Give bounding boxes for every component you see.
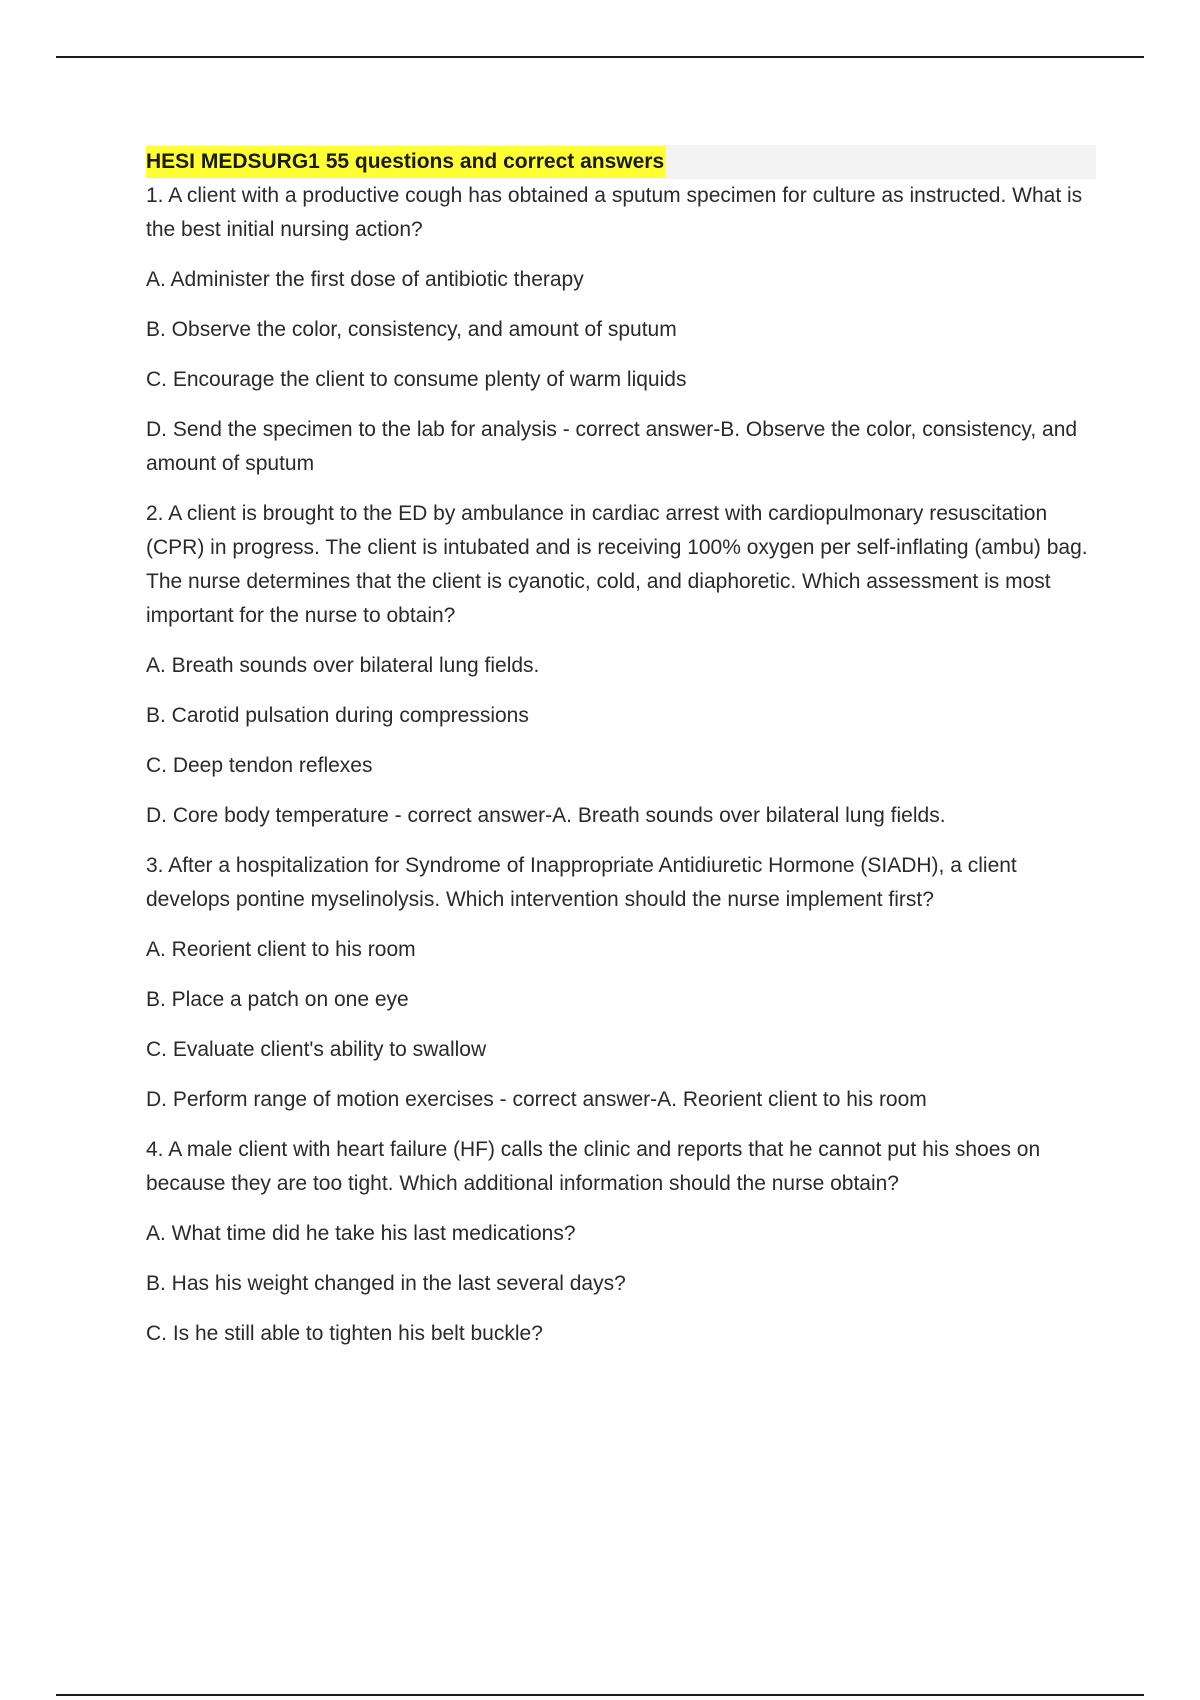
option-c: C. Encourage the client to consume plenty of warm liquids: [146, 368, 687, 391]
title-bar: [146, 145, 1096, 179]
question-text: 1. A client with a productive cough has obtained a sputum specimen for culture as instructed. What is the best initial nursing action?: [146, 184, 1083, 241]
option-d-with-answer: D. Send the specimen to the lab for analysis - correct answer-B. Observe the color, consistency, and amount of sputum: [146, 418, 1078, 475]
top-rule: [56, 56, 1144, 58]
option-a: A. What time did he take his last medications?: [146, 1222, 576, 1245]
option-a: A. Administer the first dose of antibiotic therapy: [146, 268, 584, 291]
option-a: A. Breath sounds over bilateral lung fields.: [146, 654, 540, 677]
option-c: C. Evaluate client's ability to swallow: [146, 1038, 487, 1061]
bottom-rule: [56, 1694, 1144, 1696]
option-a: A. Reorient client to his room: [146, 938, 416, 961]
question-text: 3. After a hospitalization for Syndrome of Inappropriate Antidiuretic Hormone (SIADH), a client develops pontine myselinolysis. Which intervention should the nurse implement first?: [146, 854, 1017, 911]
option-d-with-answer: D. Perform range of motion exercises - correct answer-A. Reorient client to his room: [146, 1088, 927, 1111]
question-block-3: [146, 849, 1096, 1117]
question-text: 4. A male client with heart failure (HF) calls the clinic and reports that he cannot put his shoes on because they are too tight. Which additional information should the nurse obtain?: [146, 1138, 1041, 1195]
question-text: 2. A client is brought to the ED by ambulance in cardiac arrest with cardiopulmonary resuscitation (CPR) in progress. The client is intubated and is receiving 100% oxygen per self-inflating (ambu) bag. The nurse determines that the client is cyanotic, cold, and diaphoretic. Which assessment is most important for the nurse to obtain?: [146, 502, 1088, 627]
question-block-2: [146, 497, 1096, 833]
option-b: B. Observe the color, consistency, and amount of sputum: [146, 318, 677, 341]
option-d-with-answer: D. Core body temperature - correct answer-A. Breath sounds over bilateral lung fields.: [146, 804, 946, 827]
option-b: B. Carotid pulsation during compressions: [146, 704, 529, 727]
option-c: C. Deep tendon reflexes: [146, 754, 373, 777]
document-title: HESI MEDSURG1 55 questions and correct answers: [146, 146, 666, 178]
question-block-4: [146, 1133, 1096, 1351]
question-block-1: [146, 179, 1096, 481]
document-body: [146, 145, 1096, 1367]
option-b: B. Has his weight changed in the last several days?: [146, 1272, 626, 1295]
option-b: B. Place a patch on one eye: [146, 988, 409, 1011]
option-c: C. Is he still able to tighten his belt buckle?: [146, 1322, 543, 1345]
